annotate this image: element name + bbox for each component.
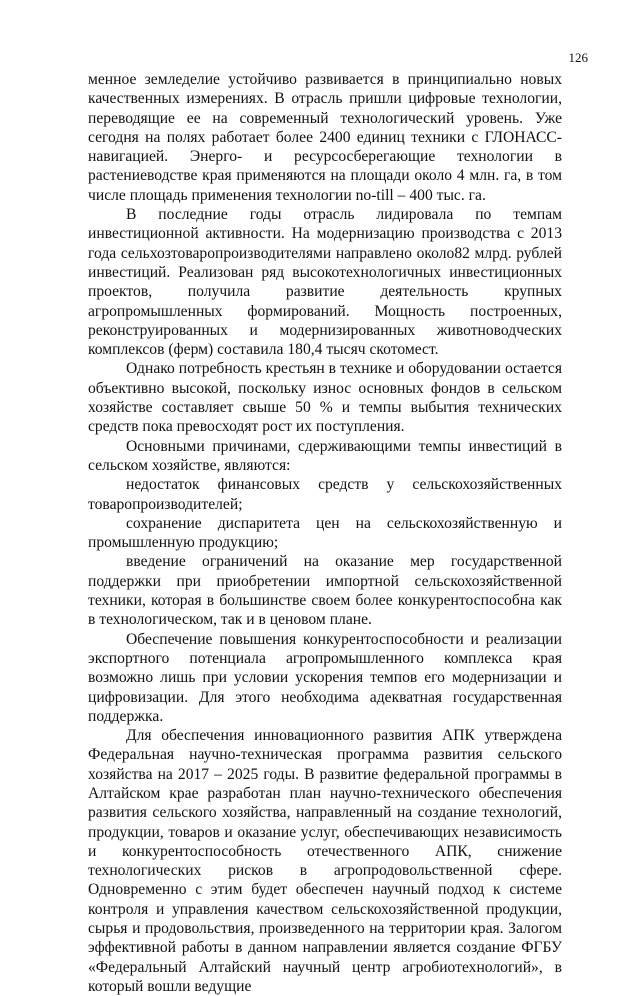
list-item-price-disparity: сохранение диспаритета цен на сельскохозяйственную и промышленную продукцию; [88, 514, 562, 552]
body-text [88, 70, 562, 996]
paragraph-continuation: менное земледелие устойчиво развивается в принципиально новых качественных измерениях. В отрасль пришли цифровые технологии, переводящие ее на современный технологический уровень. Уже сегодня на полях работает более 2400 единиц техники с ГЛОНАСС-навигацией. Энерго- и ресурсосберегающие технологии в растениеводстве края применяются на площади около 4 млн. га, в том числе площадь применения технологии no-till – 400 тыс. га. [88, 71, 562, 204]
list-item-support-restrictions: введение ограничений на оказание мер государственной поддержки при приобретении импортной сельскохозяйственной техники, которая в большинстве своем более конкурентоспособна как в технологическом, так и в ценовом плане. [88, 553, 562, 629]
paragraph-equipment-need: Однако потребность крестьян в технике и оборудовании остается объективно высокой, поскольку износ основных фондов в сельском хозяйстве составляет свыше 50 % и темпы выбытия технических средств пока превосходят рост их поступления. [88, 360, 562, 436]
page-number: 126 [568, 50, 588, 65]
paragraph-innovation-program: Для обеспечения инновационного развития АПК утверждена Федеральная научно-техническая программа развития сельского хозяйства на 2017 – 2025 годы. В развитие федеральной программы в Алтайском крае разработан план научно-технического обеспечения развития сельского хозяйства, направленный на создание технологий, продукции, товаров и оказание услуг, обеспечивающих независимость и конкурентоспособность отечественного АПК, снижение технологических рисков в агропродовольственной сфере. Одновременно с этим будет обеспечен научный подход к системе контроля и управления качеством сельскохозяйственной продукции, сырья и продовольствия, произведенного на территории края. Залогом эффективной работы в данном направлении является создание ФГБУ «Федеральный Алтайский научный центр агробиотехнологий», в который вошли ведущие [88, 727, 562, 995]
paragraph-competitiveness: Обеспечение повышения конкурентоспособности и реализации экспортного потенциала агропромышленного комплекса края возможно лишь при условии ускорения темпов его модернизации и цифровизации. Для этого необходима адекватная государственная поддержка. [88, 630, 562, 725]
paragraph-investment-activity: В последние годы отрасль лидировала по темпам инвестиционной активности. На модернизацию производства с 2013 года сельхозтоваропроизводителями направлено около82 млрд. рублей инвестиций. Реализован ряд высокотехнологичных инвестиционных проектов, получила развитие деятельность крупных агропромышленных формирований. Мощность построенных, реконструированных и модернизированных животноводческих комплексов (ферм) составила 180,4 тысяч скотомест. [88, 206, 562, 359]
list-item-financial-shortage: недостаток финансовых средств у сельскохозяйственных товаропроизводителей; [88, 476, 562, 513]
paragraph-main-reasons: Основными причинами, сдерживающими темпы инвестиций в сельском хозяйстве, являются: [88, 437, 562, 474]
